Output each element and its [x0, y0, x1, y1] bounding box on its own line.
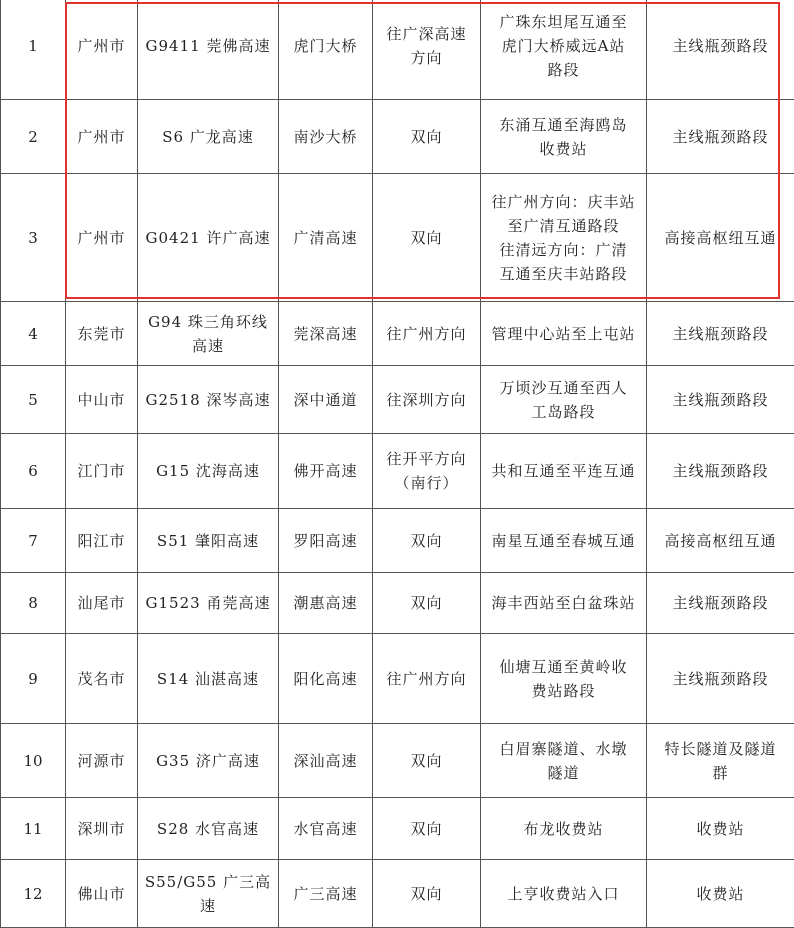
- cell-direction: 往深圳方向: [373, 366, 481, 434]
- cell-road: 罗阳高速: [279, 509, 373, 573]
- table-row: [1, 860, 794, 928]
- cell-direction: 往广深高速 方向: [373, 0, 481, 100]
- cell-road: 虎门大桥: [279, 0, 373, 100]
- cell-no: 9: [1, 634, 66, 724]
- cell-city: 河源市: [66, 724, 138, 798]
- cell-no: 1: [1, 0, 66, 100]
- cell-direction: 双向: [373, 100, 481, 174]
- cell-no: 7: [1, 509, 66, 573]
- cell-no: 8: [1, 573, 66, 634]
- cell-direction: 往广州方向: [373, 634, 481, 724]
- cell-direction: 双向: [373, 573, 481, 634]
- cell-section: 广珠东坦尾互通至 虎门大桥威远A站 路段: [481, 0, 647, 100]
- cell-city: 阳江市: [66, 509, 138, 573]
- cell-type: 主线瓶颈路段: [647, 100, 794, 174]
- table-row: [1, 634, 794, 724]
- table-row: [1, 100, 794, 174]
- cell-section: 管理中心站至上屯站: [481, 302, 647, 366]
- cell-city: 广州市: [66, 0, 138, 100]
- cell-city: 江门市: [66, 434, 138, 509]
- cell-section: 共和互通至平连互通: [481, 434, 647, 509]
- cell-expressway: S55/G55 广三高速: [138, 860, 279, 928]
- cell-type: 主线瓶颈路段: [647, 366, 794, 434]
- cell-direction: 双向: [373, 509, 481, 573]
- table-body: [1, 0, 794, 928]
- cell-road: 莞深高速: [279, 302, 373, 366]
- cell-expressway: G94 珠三角环线 高速: [138, 302, 279, 366]
- cell-type: 收费站: [647, 860, 794, 928]
- cell-direction: 往开平方向 （南行）: [373, 434, 481, 509]
- cell-no: 5: [1, 366, 66, 434]
- table-row: [1, 302, 794, 366]
- cell-section: 往广州方向：庆丰站 至广清互通路段 往清远方向：广清 互通至庆丰站路段: [481, 174, 647, 302]
- cell-expressway: G9411 莞佛高速: [138, 0, 279, 100]
- cell-road: 广清高速: [279, 174, 373, 302]
- cell-expressway: G0421 许广高速: [138, 174, 279, 302]
- cell-city: 广州市: [66, 100, 138, 174]
- cell-road: 广三高速: [279, 860, 373, 928]
- cell-section: 上亨收费站入口: [481, 860, 647, 928]
- cell-road: 潮惠高速: [279, 573, 373, 634]
- cell-no: 2: [1, 100, 66, 174]
- cell-no: 12: [1, 860, 66, 928]
- cell-direction: 双向: [373, 724, 481, 798]
- cell-type: 主线瓶颈路段: [647, 434, 794, 509]
- table-row: [1, 366, 794, 434]
- table-row: [1, 573, 794, 634]
- table-row: [1, 434, 794, 509]
- cell-no: 4: [1, 302, 66, 366]
- cell-expressway: S51 肇阳高速: [138, 509, 279, 573]
- cell-section: 万顷沙互通至西人 工岛路段: [481, 366, 647, 434]
- cell-expressway: S6 广龙高速: [138, 100, 279, 174]
- cell-city: 广州市: [66, 174, 138, 302]
- cell-expressway: S14 汕湛高速: [138, 634, 279, 724]
- cell-type: 高接高枢纽互通: [647, 174, 794, 302]
- cell-type: 特长隧道及隧道 群: [647, 724, 794, 798]
- table-row: [1, 724, 794, 798]
- cell-road: 深汕高速: [279, 724, 373, 798]
- cell-expressway: G2518 深岑高速: [138, 366, 279, 434]
- cell-city: 中山市: [66, 366, 138, 434]
- table-row: [1, 0, 794, 100]
- table-row: [1, 798, 794, 860]
- table-row: [1, 174, 794, 302]
- cell-type: 高接高枢纽互通: [647, 509, 794, 573]
- cell-city: 深圳市: [66, 798, 138, 860]
- cell-road: 阳化高速: [279, 634, 373, 724]
- cell-no: 6: [1, 434, 66, 509]
- cell-type: 主线瓶颈路段: [647, 302, 794, 366]
- cell-no: 10: [1, 724, 66, 798]
- cell-section: 仙塘互通至黄岭收 费站路段: [481, 634, 647, 724]
- table-row: [1, 509, 794, 573]
- cell-no: 11: [1, 798, 66, 860]
- cell-section: 白眉寨隧道、水墩 隧道: [481, 724, 647, 798]
- cell-section: 东涌互通至海鸥岛 收费站: [481, 100, 647, 174]
- cell-city: 东莞市: [66, 302, 138, 366]
- cell-direction: 往广州方向: [373, 302, 481, 366]
- cell-city: 茂名市: [66, 634, 138, 724]
- cell-direction: 双向: [373, 174, 481, 302]
- cell-direction: 双向: [373, 798, 481, 860]
- cell-section: 布龙收费站: [481, 798, 647, 860]
- cell-direction: 双向: [373, 860, 481, 928]
- cell-section: 海丰西站至白盆珠站: [481, 573, 647, 634]
- cell-city: 佛山市: [66, 860, 138, 928]
- cell-road: 深中通道: [279, 366, 373, 434]
- cell-expressway: S28 水官高速: [138, 798, 279, 860]
- cell-type: 主线瓶颈路段: [647, 0, 794, 100]
- cell-expressway: G35 济广高速: [138, 724, 279, 798]
- cell-city: 汕尾市: [66, 573, 138, 634]
- cell-type: 收费站: [647, 798, 794, 860]
- cell-expressway: G15 沈海高速: [138, 434, 279, 509]
- cell-type: 主线瓶颈路段: [647, 573, 794, 634]
- cell-road: 水官高速: [279, 798, 373, 860]
- cell-type: 主线瓶颈路段: [647, 634, 794, 724]
- cell-road: 南沙大桥: [279, 100, 373, 174]
- cell-expressway: G1523 甬莞高速: [138, 573, 279, 634]
- cell-section: 南星互通至春城互通: [481, 509, 647, 573]
- cell-road: 佛开高速: [279, 434, 373, 509]
- cell-no: 3: [1, 174, 66, 302]
